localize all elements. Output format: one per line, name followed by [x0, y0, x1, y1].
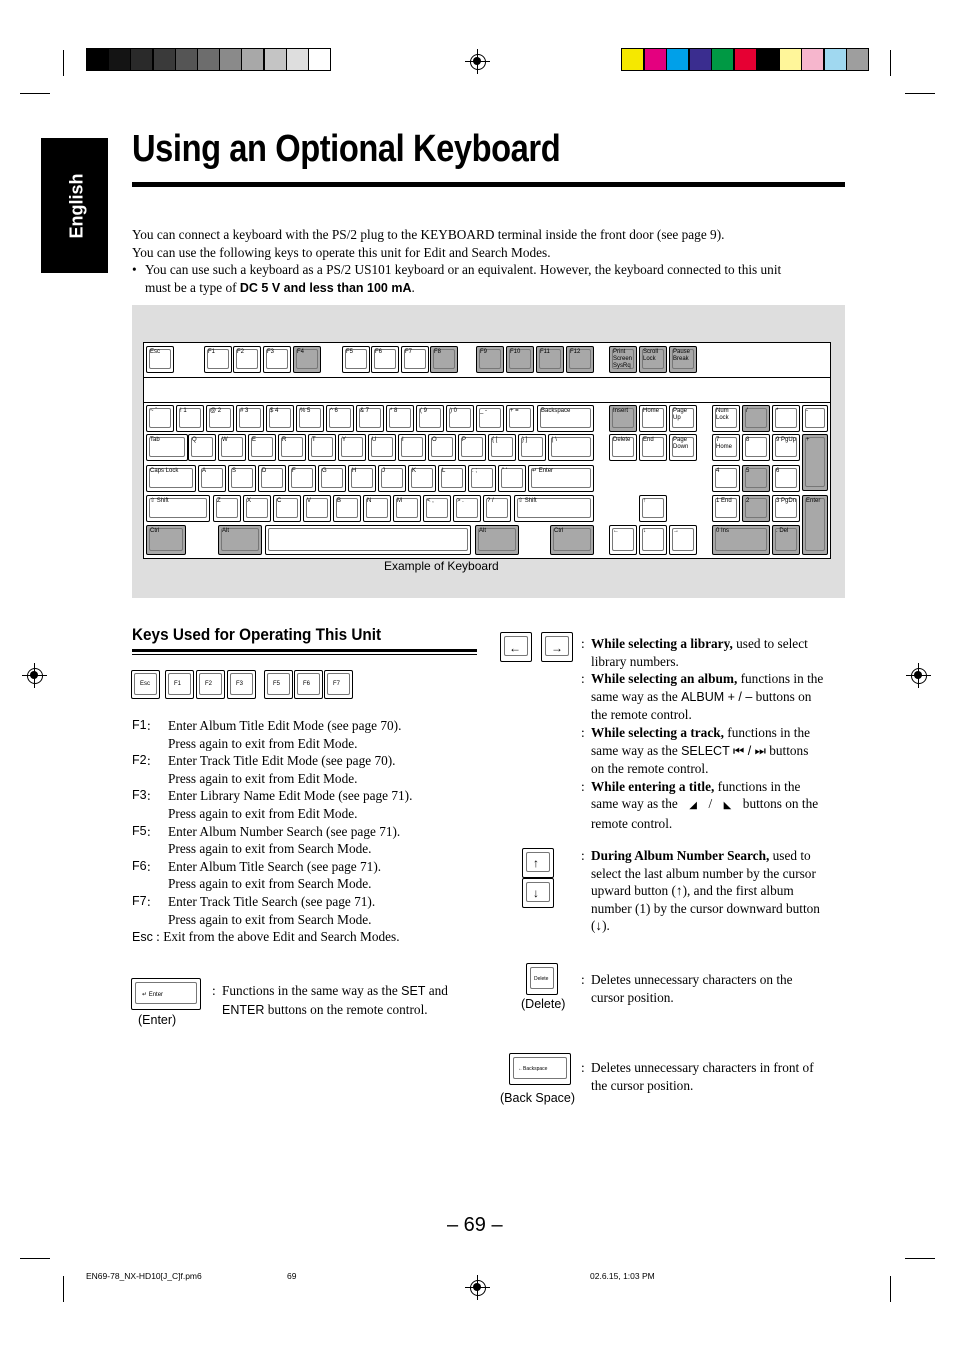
letter-key: P: [458, 434, 486, 461]
crop-mark: [905, 93, 935, 94]
nav-key: Delete: [609, 434, 637, 461]
backspace-key-image: ←Backspace: [509, 1053, 571, 1085]
intro-line: You can connect a keyboard with the PS/2 plug to the KEYBOARD terminal inside the front door (see page 9).: [132, 227, 725, 242]
cursor-right-icon: ◣: [723, 800, 732, 812]
enter-key-image: ↵ Enter: [131, 978, 201, 1010]
ctrl-key: Ctrl: [146, 525, 186, 555]
delete-caption: (Delete): [521, 997, 566, 1011]
gray-swatch: [175, 48, 198, 71]
letter-key: X: [243, 495, 271, 522]
letter-key: W: [218, 434, 246, 461]
letter-key: L: [438, 465, 466, 492]
up-arrow-icon: ↑: [533, 856, 539, 870]
function-key-image: F5: [264, 670, 293, 699]
function-key-image: Esc: [131, 670, 160, 699]
registration-mark-icon: [468, 1278, 488, 1298]
color-swatch: [621, 48, 644, 71]
number-key: @ 2: [206, 405, 234, 432]
numpad-key: /: [742, 405, 770, 432]
numpad-key: *: [772, 405, 800, 432]
page-number: – 69 –: [447, 1214, 503, 1236]
color-swatch: [846, 48, 869, 71]
letter-key: Y: [338, 434, 366, 461]
footer-date: 02.6.15, 1:03 PM: [590, 1271, 655, 1281]
letter-key: N: [363, 495, 391, 522]
number-key: ! 1: [176, 405, 204, 432]
numpad-key: 4: [712, 465, 740, 492]
left-arrow-icon: ←: [509, 641, 521, 655]
function-key-item: F3 : Enter Library Name Edit Mode (see page 71). Press again to exit from Edit Mode.: [132, 788, 413, 821]
function-key: F10: [506, 346, 534, 373]
gray-swatch: [264, 48, 287, 71]
letter-key: { [: [488, 434, 516, 461]
down-arrow-key-image: [522, 878, 554, 908]
function-key-image: F6: [294, 670, 323, 699]
arrow-key: ↓: [639, 525, 667, 555]
arrow-key: ←: [609, 525, 637, 555]
function-key-item: F6 : Enter Album Title Search (see page 71). Press again to exit from Search Mode.: [132, 858, 382, 892]
function-key: F4: [293, 346, 321, 373]
gray-swatch: [219, 48, 242, 71]
numpad-enter-key: Enter: [802, 495, 828, 555]
down-arrow-icon: ↓: [533, 886, 539, 900]
numpad-key: . Del: [772, 525, 800, 555]
library-item: : While selecting a library, used to select library numbers.: [581, 636, 808, 669]
number-key: ~ `: [146, 405, 174, 432]
numpad-key: 9 PgUp: [772, 434, 800, 461]
function-key-item: F1 : Enter Album Title Edit Mode (see page 70). Press again to exit from Edit Mode.: [132, 718, 402, 751]
color-swatch: [734, 48, 757, 71]
language-tab-label: English: [66, 173, 87, 239]
color-swatch: [644, 48, 667, 71]
keyboard-caption: Example of Keyboard: [384, 559, 499, 573]
number-key: & 7: [356, 405, 384, 432]
numpad-key: 1 End: [712, 495, 740, 522]
color-swatch: [756, 48, 779, 71]
color-swatch: [711, 48, 734, 71]
page-title: Using an Optional Keyboard: [132, 128, 561, 170]
letter-key: I: [398, 434, 426, 461]
enter-key: ↵ Enter: [528, 465, 594, 492]
intro-line: You can use the following keys to operate this unit for Edit and Search Modes.: [132, 244, 551, 260]
space-key: [265, 525, 471, 555]
album-item: : While selecting an album, functions in the same way as the ALBUM + / – buttons on the remote control.: [581, 671, 824, 723]
crop-mark: [63, 1276, 64, 1302]
shift-key: ⇧ Shift: [146, 495, 210, 522]
crop-mark: [20, 93, 50, 94]
keyboard-illustration-panel: [132, 305, 845, 598]
section-rule: [132, 654, 477, 655]
letter-key: : ;: [468, 465, 496, 492]
footer-file: EN69-78_NX-HD10[J_C]f.pm6: [86, 1271, 202, 1281]
nav-key: Page Up: [669, 405, 697, 432]
function-key-image: F2: [196, 670, 225, 699]
right-arrow-icon: →: [551, 641, 563, 655]
section-heading: Keys Used for Operating This Unit: [132, 625, 382, 644]
number-key: * 8: [386, 405, 414, 432]
arrow-key: ↑: [639, 495, 667, 522]
arrow-key-descriptions: [581, 635, 846, 833]
letter-key: E: [248, 434, 276, 461]
title-item: : While entering a title, functions in the same way as the ◢ / ◣ buttons on the remote control.: [581, 778, 819, 831]
function-key-list: [132, 717, 477, 928]
backslash-key: | \: [548, 434, 594, 461]
function-key: Pause Break: [669, 346, 697, 373]
letter-key: A: [198, 465, 226, 492]
left-arrow-key-image: [500, 632, 532, 662]
ctrl-key: Ctrl: [550, 525, 594, 555]
function-key: F9: [476, 346, 504, 373]
registration-mark-icon: [468, 52, 488, 72]
number-key: + =: [506, 405, 534, 432]
letter-key: B: [333, 495, 361, 522]
function-key: F12: [566, 346, 594, 373]
numpad-key: Num Lock: [712, 405, 740, 432]
function-key: F8: [430, 346, 458, 373]
letter-key: H: [348, 465, 376, 492]
crop-mark: [890, 50, 891, 76]
color-swatch: [801, 48, 824, 71]
function-key: F11: [536, 346, 564, 373]
letter-key: C: [273, 495, 301, 522]
function-key-item: F2 : Enter Track Title Edit Mode (see page 70). Press again to exit from Edit Mode.: [132, 753, 396, 786]
number-key: % 5: [296, 405, 324, 432]
intro-text: [132, 226, 852, 297]
numpad-key: 2: [742, 495, 770, 522]
arrow-key: →: [669, 525, 697, 555]
right-arrow-key-image: [541, 632, 573, 662]
nav-key: Page Down: [669, 434, 697, 461]
letter-key: T: [308, 434, 336, 461]
letter-key: U: [368, 434, 396, 461]
number-key: $ 4: [266, 405, 294, 432]
function-key: Print Screen SysRq: [609, 346, 637, 373]
gray-swatch: [153, 48, 176, 71]
letter-key: } ]: [518, 434, 546, 461]
function-key: F6: [371, 346, 399, 373]
number-key: # 3: [236, 405, 264, 432]
letter-key: Z: [213, 495, 241, 522]
nav-key: Home: [639, 405, 667, 432]
number-key: _ -: [476, 405, 504, 432]
function-key: F7: [401, 346, 429, 373]
letter-key: G: [318, 465, 346, 492]
function-key: F5: [342, 346, 370, 373]
numpad-key: 5: [742, 465, 770, 492]
function-key: F3: [263, 346, 291, 373]
crop-mark: [20, 1258, 50, 1259]
numpad-key: 7 Home: [712, 434, 740, 461]
gray-swatch: [308, 48, 331, 71]
registration-mark-icon: [909, 666, 929, 686]
color-swatch: [824, 48, 847, 71]
nav-key: Insert: [609, 405, 637, 432]
letter-key: V: [303, 495, 331, 522]
numpad-key: +: [802, 434, 828, 491]
letter-key: ? /: [483, 495, 511, 522]
enter-caption: (Enter): [138, 1013, 177, 1027]
color-swatch: [689, 48, 712, 71]
backspace-description: : Deletes unnecessary characters in front of the cursor position.: [581, 1060, 814, 1093]
registration-mark-icon: [25, 666, 45, 686]
function-key-item: F7 : Enter Track Title Search (see page 71). Press again to exit from Search Mode.: [132, 893, 376, 927]
function-key-item: F5 : Enter Album Number Search (see page 71). Press again to exit from Search Mode.: [132, 823, 401, 857]
function-key: F1: [204, 346, 232, 373]
shift-key: ⇧ Shift: [514, 495, 594, 522]
gray-swatch: [241, 48, 264, 71]
number-key: ^ 6: [326, 405, 354, 432]
function-key: Scroll Lock: [639, 346, 667, 373]
numpad-key: -: [802, 405, 828, 432]
gray-swatch: [130, 48, 153, 71]
number-key: ( 9: [416, 405, 444, 432]
numpad-key: 6: [772, 465, 800, 492]
alt-key: Alt: [218, 525, 262, 555]
up-arrow-key-image: [522, 848, 554, 878]
nav-key: End: [639, 434, 667, 461]
alt-key: Alt: [475, 525, 519, 555]
letter-key: F: [288, 465, 316, 492]
letter-key: > .: [453, 495, 481, 522]
letter-key: " ': [498, 465, 526, 492]
function-key: Esc: [146, 346, 174, 373]
color-swatch: [779, 48, 802, 71]
letter-key: D: [258, 465, 286, 492]
updown-description: : During Album Number Search, used to select the last album number by the cursor upward button (↑), and the first album number (1) by the cursor downward button (↓).: [581, 848, 820, 934]
letter-key: M: [393, 495, 421, 522]
section-rule: [132, 649, 477, 652]
gray-swatch: [108, 48, 131, 71]
keyboard-indicator-strip: [143, 377, 831, 404]
tab-key: Tab: [146, 434, 188, 461]
crop-mark: [63, 50, 64, 76]
numpad-key: 8: [742, 434, 770, 461]
letter-key: Q: [188, 434, 216, 461]
cursor-left-icon: ◢: [689, 800, 697, 812]
function-key-image: F1: [165, 670, 194, 699]
letter-key: R: [278, 434, 306, 461]
gray-swatch: [197, 48, 220, 71]
track-item: : While selecting a track, functions in the same way as the SELECT ⏮ / ⏭ buttons on the remote control.: [581, 724, 810, 777]
letter-key: S: [228, 465, 256, 492]
crop-mark: [905, 1258, 935, 1259]
function-key-image: F3: [227, 670, 256, 699]
letter-key: K: [408, 465, 436, 492]
intro-bullet: • You can use such a keyboard as a PS/2 US101 keyboard or an equivalent. However, the keyboard connected to this unit must be a type of DC 5 V and less than 100 mA.: [132, 262, 782, 295]
color-swatch: [666, 48, 689, 71]
title-rule: [132, 182, 845, 187]
letter-key: J: [378, 465, 406, 492]
crop-mark: [890, 1276, 891, 1302]
footer-page: 69: [287, 1271, 297, 1281]
gray-swatch: [86, 48, 109, 71]
caps-lock-key: Caps Lock: [146, 465, 196, 492]
delete-key-image: Delete: [526, 963, 558, 995]
language-tab: [41, 138, 108, 273]
letter-key: < ,: [423, 495, 451, 522]
function-key-image: F7: [324, 670, 353, 699]
number-key: ) 0: [446, 405, 474, 432]
numpad-key: 3 PgDn: [772, 495, 800, 522]
esc-description: Esc : Exit from the above Edit and Search Modes.: [132, 929, 400, 944]
gray-swatch: [286, 48, 309, 71]
enter-description: : Functions in the same way as the SET and ENTER buttons on the remote control.: [212, 983, 448, 1017]
function-key: F2: [233, 346, 261, 373]
backspace-caption: (Back Space): [500, 1091, 576, 1105]
backspace-key: Backspace: [537, 405, 594, 432]
delete-description: : Deletes unnecessary characters on the cursor position.: [581, 972, 793, 1005]
letter-key: O: [428, 434, 456, 461]
numpad-key: 0 Ins: [712, 525, 770, 555]
